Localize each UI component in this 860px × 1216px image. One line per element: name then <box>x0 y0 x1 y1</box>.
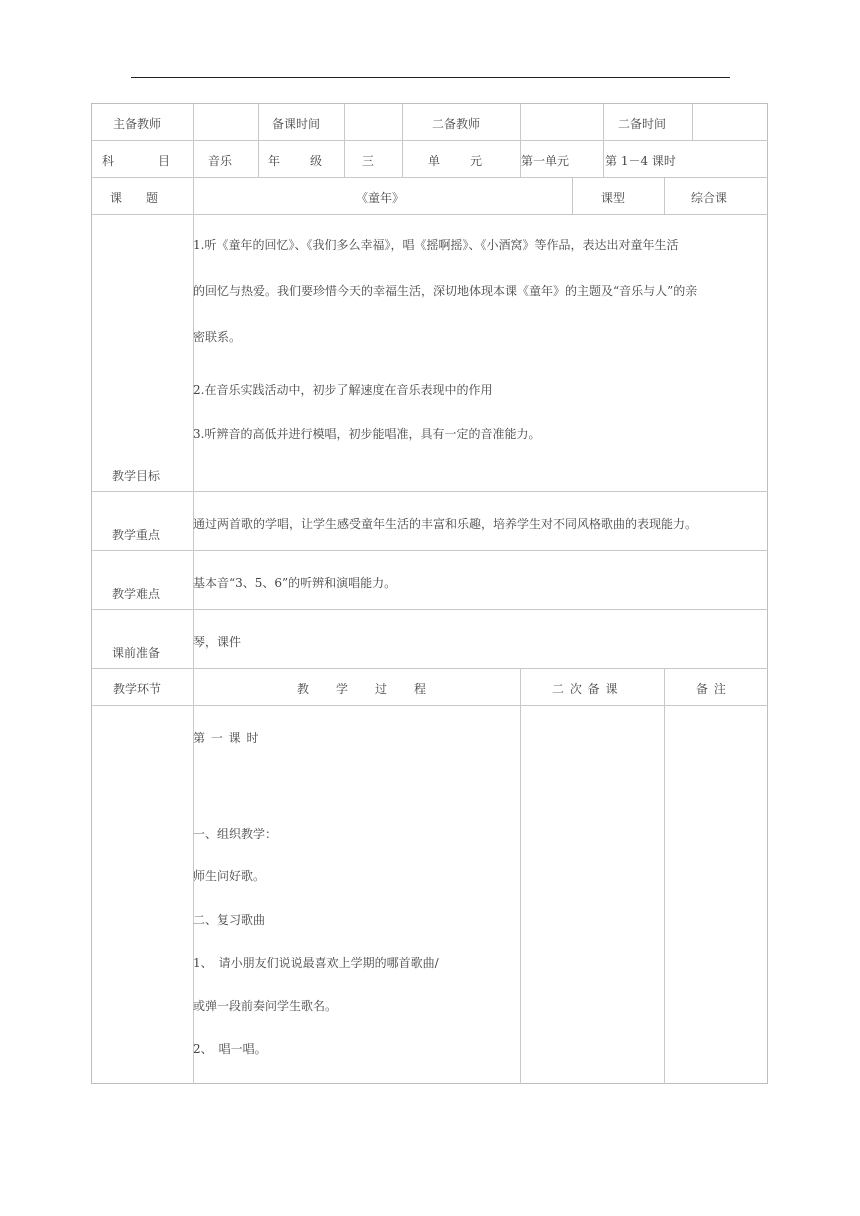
prep-time-label: 备课时间 <box>272 117 321 131</box>
lesson-type-value: 综合课 <box>691 191 728 205</box>
unit-label: 单 元 <box>428 154 485 168</box>
second-teacher-label: 二备教师 <box>432 117 481 131</box>
second-time-label: 二备时间 <box>618 117 667 131</box>
header-rule <box>131 77 730 78</box>
lesson-type-label: 课型 <box>601 191 626 205</box>
grade-value: 三 <box>362 154 375 168</box>
process-item: 二、复习歌曲 <box>193 913 266 927</box>
objectives-label: 教学目标 <box>112 469 161 483</box>
process-item: 1、 请小朋友们说说最喜欢上学期的哪首歌曲/ <box>193 956 439 970</box>
difficulties-text: 基本音“3、5、6”的听辨和演唱能力。 <box>193 576 397 590</box>
column-divider <box>344 103 345 177</box>
process-item: 2、 唱一唱。 <box>193 1042 267 1056</box>
objective-line: 密联系。 <box>193 330 242 344</box>
key-points-text: 通过两首歌的学唱，让学生感受童年生活的丰富和乐趣，培养学生对不同风格歌曲的表现能力。 <box>193 517 698 531</box>
objective-line: 的回忆与热爱。我们要珍惜今天的幸福生活，深切地体现本课《童年》的主题及“音乐与人”的亲 <box>193 284 698 298</box>
preparation-label: 课前准备 <box>112 646 161 660</box>
column-divider <box>664 668 665 1084</box>
objective-line: 3.听辨音的高低并进行模唱，初步能唱准，具有一定的音准能力。 <box>193 427 541 441</box>
subject-label: 科 目 <box>102 154 173 168</box>
grade-label: 年 级 <box>268 154 325 168</box>
column-divider <box>572 177 573 214</box>
column-divider <box>520 668 521 1084</box>
objective-line: 2.在音乐实践活动中，初步了解速度在音乐表现中的作用 <box>193 383 493 397</box>
teaching-process-label: 教 学 过 程 <box>297 682 428 696</box>
lesson-count: 第 1－4 课时 <box>605 154 676 168</box>
column-divider <box>258 103 259 177</box>
column-divider <box>603 103 604 177</box>
topic-value: 《童年》 <box>356 191 405 205</box>
key-points-label: 教学重点 <box>112 528 161 542</box>
main-teacher-label: 主备教师 <box>113 117 162 131</box>
second-prep-label: 二 次 备 课 <box>552 682 619 696</box>
notes-label: 备 注 <box>696 682 727 696</box>
lesson-title: 第 一 课 时 <box>193 731 260 745</box>
objective-line: 1.听《童年的回忆》、《我们多么幸福》，唱《摇啊摇》、《小酒窝》等作品，表达出对童年生活 <box>193 238 679 252</box>
subject-value: 音乐 <box>208 154 233 168</box>
column-divider <box>692 103 693 140</box>
unit-value: 第一单元 <box>521 154 570 168</box>
column-divider <box>402 103 403 177</box>
topic-label: 课 题 <box>110 191 159 205</box>
process-item: 或弹一段前奏问学生歌名。 <box>193 999 338 1013</box>
process-item: 师生问好歌。 <box>193 869 266 883</box>
difficulties-label: 教学难点 <box>112 587 161 601</box>
teaching-step-label: 教学环节 <box>113 682 162 696</box>
column-divider <box>664 177 665 214</box>
preparation-text: 琴，课件 <box>193 635 242 649</box>
process-item: 一、组织教学： <box>193 827 278 841</box>
